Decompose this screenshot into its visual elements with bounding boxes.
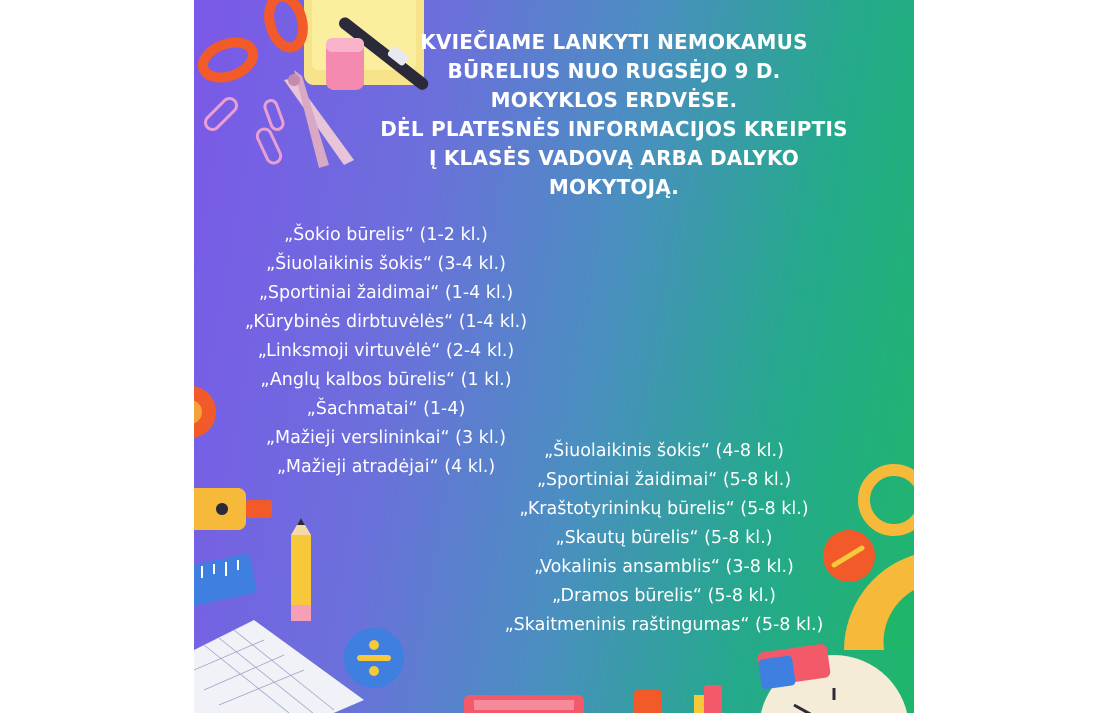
list-item: „Kūrybinės dirbtuvėlės“ (1-4 kl.) (244, 312, 528, 332)
list-item: „Skaitmeninis raštingumas“ (5-8 kl.) (504, 615, 824, 635)
paperclip-icon (203, 96, 285, 166)
headline-line: MOKYKLOS ERDVĖSE. (490, 88, 738, 112)
sharpener-icon (194, 488, 272, 530)
headline-line: BŪRELIUS NUO RUGSĖJO 9 D. (447, 59, 781, 83)
list-item: „Anglų kalbos būrelis“ (1 kl.) (260, 370, 512, 390)
list-item: „Mažieji verslininkai“ (3 kl.) (265, 428, 507, 448)
ruler-icon (194, 553, 257, 607)
headline-line: DĖL PLATESNĖS INFORMACIJOS KREIPTIS (380, 117, 848, 141)
grid-paper-icon (194, 620, 364, 713)
list-item: „Šiuolaikinis šokis“ (4-8 kl.) (544, 441, 784, 461)
list-item: „Vokalinis ansamblis“ (3-8 kl.) (534, 557, 794, 577)
poster (194, 0, 914, 713)
list-item: „Skautų būrelis“ (5-8 kl.) (555, 528, 773, 548)
list-item: „Mažieji atradėjai“ (4 kl.) (276, 457, 496, 477)
sharpener-circle-icon (194, 386, 216, 438)
compass-ring-icon (864, 470, 914, 530)
pencil-icon (291, 518, 311, 621)
list-item: „Kraštotyrininkų būrelis“ (5-8 kl.) (519, 499, 809, 519)
list-item: „Dramos būrelis“ (5-8 kl.) (552, 586, 776, 606)
list-item: „Linksmoji virtuvėlė“ (2-4 kl.) (257, 341, 515, 361)
headline-line: MOKYTOJĄ. (548, 175, 680, 199)
secondary-clubs-list (464, 437, 864, 640)
list-item: „Sportiniai žaidimai“ (1-4 kl.) (258, 283, 514, 303)
list-item: „Sportiniai žaidimai“ (5-8 kl.) (536, 470, 792, 490)
book-icon (464, 695, 584, 713)
list-item: „Šachmatai“ (1-4) (306, 399, 466, 419)
headline-line: KVIEČIAME LANKYTI NEMOKAMUS (420, 30, 808, 54)
list-item: „Šokio būrelis“ (1-2 kl.) (284, 225, 488, 245)
list-item: „Šiuolaikinis šokis“ (3-4 kl.) (266, 254, 506, 274)
headline (324, 28, 904, 202)
marker-icon (634, 685, 722, 713)
math-circle-icon (344, 628, 404, 688)
headline-line: Į KLASĖS VADOVĄ ARBA DALYKO (429, 146, 799, 170)
